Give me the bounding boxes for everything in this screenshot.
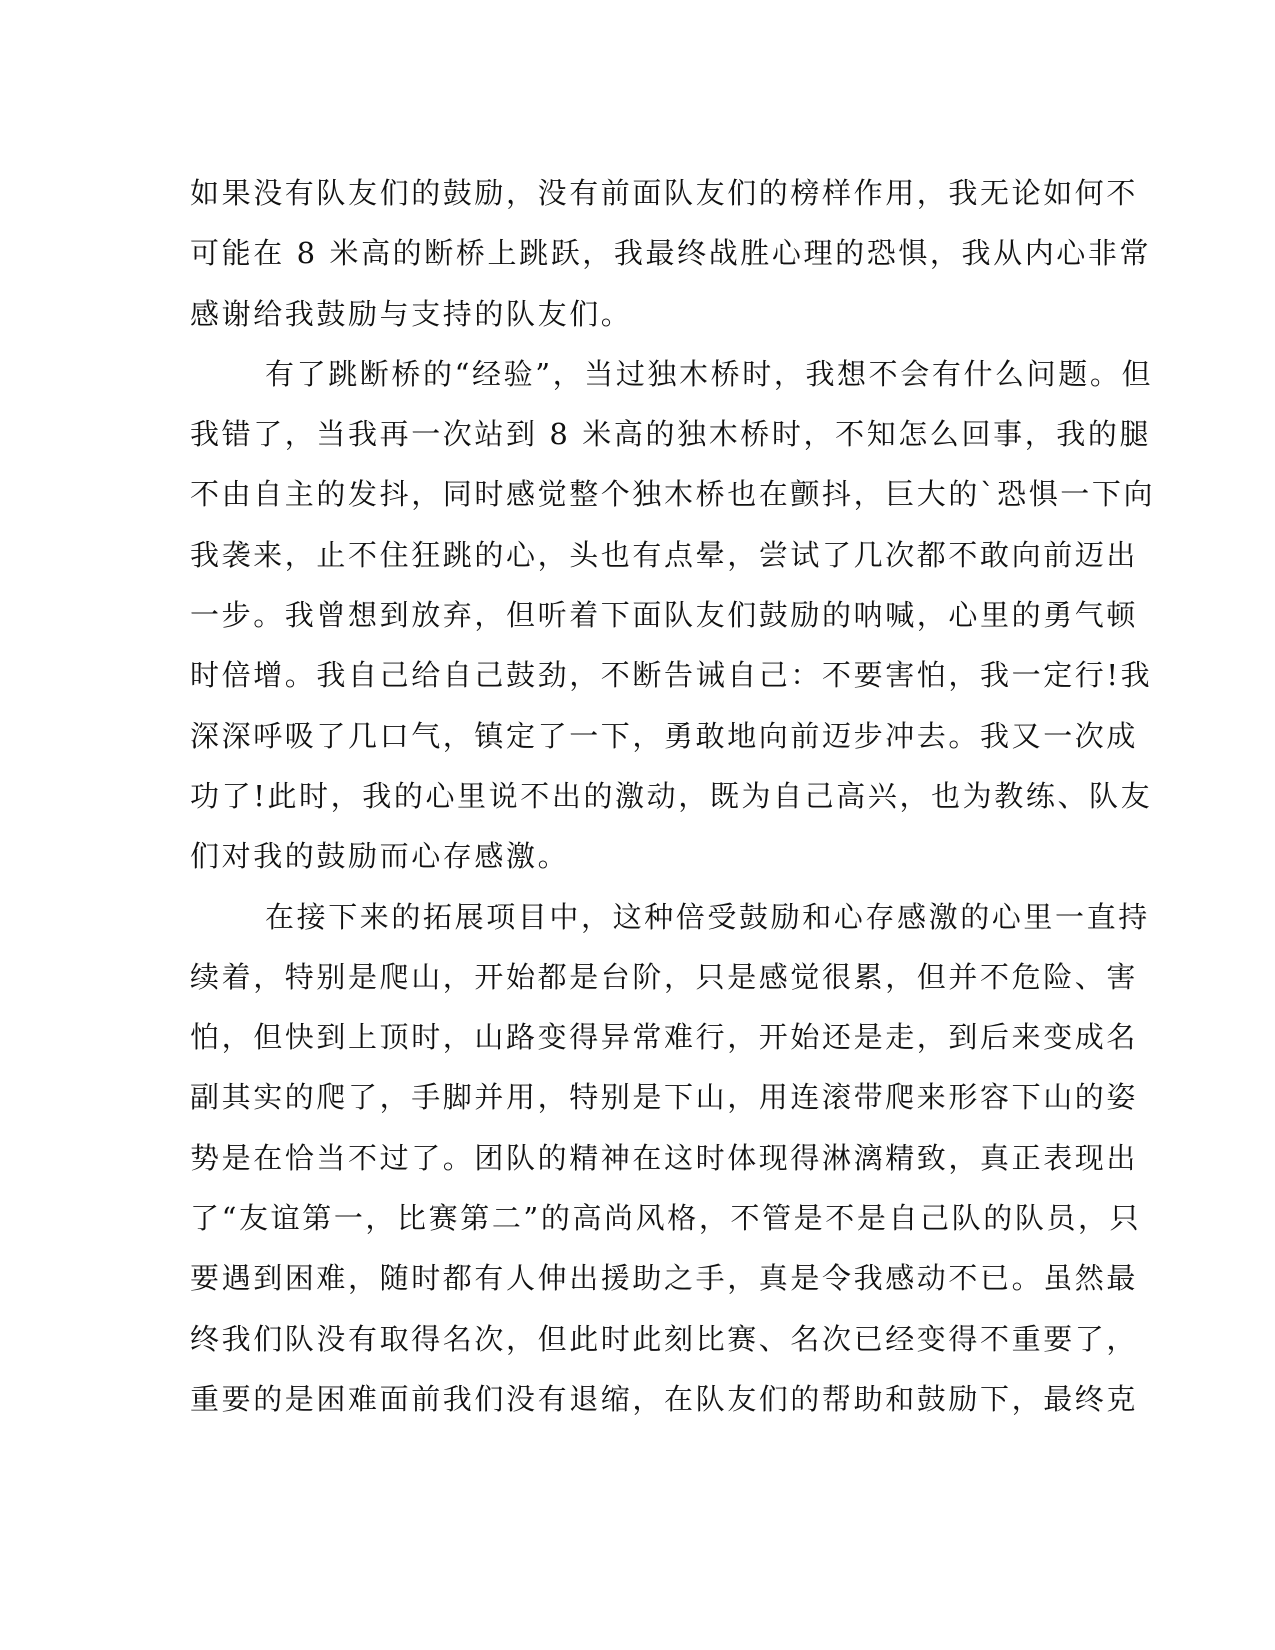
text-line: 如果没有队友们的鼓励，没有前面队友们的榜样作用，我无论如何不: [190, 176, 1139, 210]
text-line: 不由自主的发抖，同时感觉整个独木桥也在颤抖，巨大的`恐惧一下向: [190, 477, 1156, 512]
text-line: 重要的是困难面前我们没有退缩，在队友们的帮助和鼓励下，最终克: [190, 1381, 1139, 1416]
text-line: 怕，但快到上顶时，山路变得异常难行，开始还是走，到后来变成名: [190, 1020, 1139, 1055]
text-line: 势是在恰当不过了。团队的精神在这时体现得淋漓精致，真正表现出: [190, 1140, 1139, 1175]
text-line: 终我们队没有取得名次，但此时此刻比赛、名次已经变得不重要了，: [190, 1321, 1139, 1356]
body-text: [190, 163, 1156, 1429]
text-line: 我袭来，止不住狂跳的心，头也有点晕，尝试了几次都不敢向前迈出: [190, 537, 1139, 572]
paragraph-first-line: 在接下来的拓展项目中，这种倍受鼓励和心存感激的心里一直持: [265, 899, 1150, 934]
text-line: 一步。我曾想到放弃，但听着下面队友们鼓励的呐喊，心里的勇气顿: [190, 598, 1139, 633]
text-line: 深深呼吸了几口气，镇定了一下，勇敢地向前迈步冲去。我又一次成: [190, 718, 1139, 753]
text-line: 感谢给我鼓励与支持的队友们。: [190, 296, 633, 331]
text-line: 要遇到困难，随时都有人伸出援助之手，真是令我感动不已。虽然最: [190, 1261, 1139, 1296]
text-line: 副其实的爬了，手脚并用，特别是下山，用连滚带爬来形容下山的姿: [190, 1080, 1139, 1115]
text-line: 了“友谊第一，比赛第二”的高尚风格，不管是不是自己队的队员，只: [190, 1201, 1142, 1236]
text-line: 续着，特别是爬山，开始都是台阶，只是感觉很累，但并不危险、害: [190, 959, 1139, 994]
paragraph-first-line: 有了跳断桥的“经验”，当过独木桥时，我想不会有什么问题。但: [265, 356, 1154, 391]
text-line: 们对我的鼓励而心存感激。: [190, 839, 570, 874]
text-line: 可能在 8 米高的断桥上跳跃，我最终战胜心理的恐惧，我从内心非常: [190, 236, 1152, 271]
text-line: 功了!此时，我的心里说不出的激动，既为自己高兴，也为教练、队友: [190, 778, 1153, 813]
text-line: 我错了，当我再一次站到 8 米高的独木桥时，不知怎么回事，我的腿: [190, 417, 1152, 452]
text-line: 时倍增。我自己给自己鼓劲，不断告诫自己：不要害怕，我一定行!我: [190, 658, 1153, 693]
